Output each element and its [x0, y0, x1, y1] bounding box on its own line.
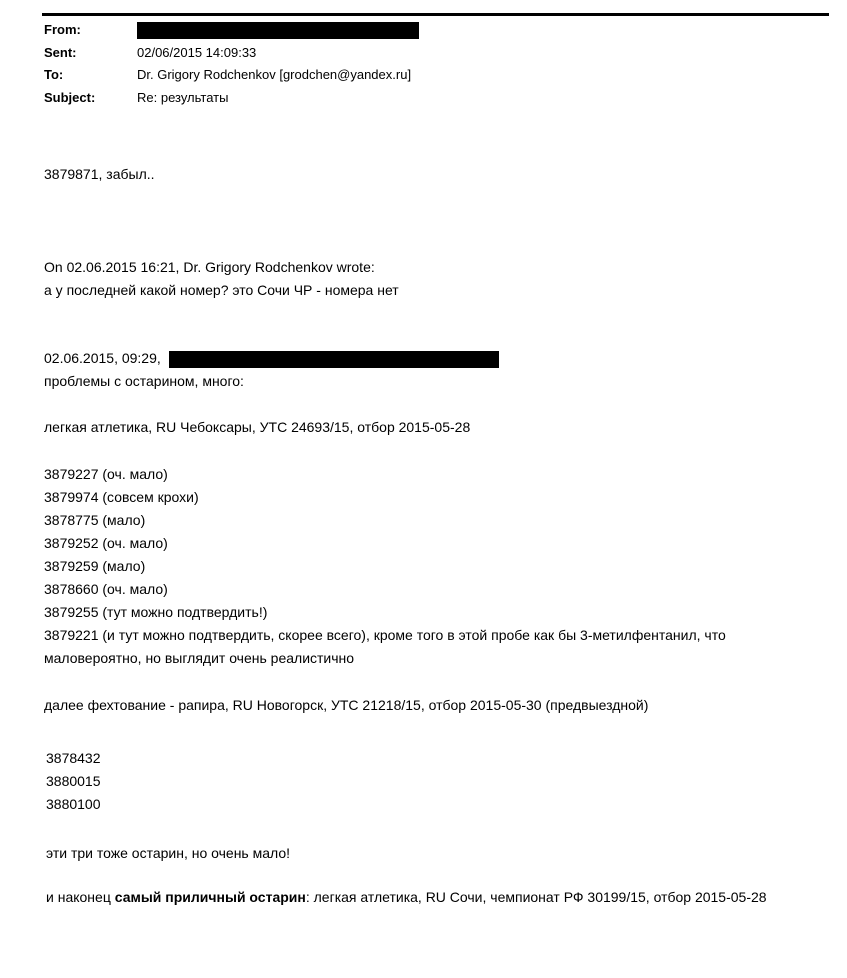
sent-label: Sent: [44, 44, 77, 60]
list-item: 3879227 (оч. мало) [44, 466, 168, 482]
list-item: 3879255 (тут можно подтвердить!) [44, 604, 268, 620]
quote-line: а у последней какой номер? это Сочи ЧР - номера нет [44, 282, 399, 298]
group1-title: легкая атлетика, RU Чебоксары, УТС 24693/15, отбор 2015-05-28 [44, 419, 471, 435]
final-rest: : легкая атлетика, RU Сочи, чемпионат РФ 30199/15, отбор 2015-05-28 [305, 889, 767, 905]
list-item: 3879259 (мало) [44, 558, 146, 574]
group2-title: далее фехтование - рапира, RU Новогорск, УТС 21218/15, отбор 2015-05-30 (предвыездной) [44, 697, 649, 713]
final-bold: самый приличный остарин [114, 889, 306, 905]
inner-header [44, 350, 499, 368]
reply-text: 3879871, забыл.. [44, 166, 155, 182]
from-value-redacted [137, 22, 419, 39]
subject-value: Re: результаты [137, 89, 229, 105]
final-prefix: и наконец [46, 889, 115, 905]
list-item: 3880100 [46, 796, 101, 812]
inner-header-date: 02.06.2015, 09:29, [44, 350, 161, 366]
list-item: 3878775 (мало) [44, 512, 146, 528]
list-item: 3880015 [46, 773, 101, 789]
list-item: 3879974 (совсем крохи) [44, 489, 199, 505]
final-line [46, 889, 767, 905]
inner-header-redacted [169, 351, 499, 368]
header-top-rule [42, 13, 829, 16]
list-item: 3878432 [46, 750, 101, 766]
quote-header: On 02.06.2015 16:21, Dr. Grigory Rodchenkov wrote: [44, 259, 375, 275]
sent-value: 02/06/2015 14:09:33 [137, 44, 257, 60]
list-item: маловероятно, но выглядит очень реалистично [44, 650, 355, 666]
subject-label: Subject: [44, 89, 96, 105]
from-label: From: [44, 22, 81, 37]
intro-line: проблемы с остарином, много: [44, 373, 244, 389]
list-item: 3878660 (оч. мало) [44, 581, 168, 597]
list-item: 3879221 (и тут можно подтвердить, скорее всего), кроме того в этой пробе как бы 3-метилфентанил, что [44, 627, 726, 643]
group2-note: эти три тоже остарин, но очень мало! [46, 845, 291, 861]
to-value: Dr. Grigory Rodchenkov [grodchen@yandex.ru] [137, 67, 412, 82]
to-label: To: [44, 67, 64, 82]
list-item: 3879252 (оч. мало) [44, 535, 168, 551]
